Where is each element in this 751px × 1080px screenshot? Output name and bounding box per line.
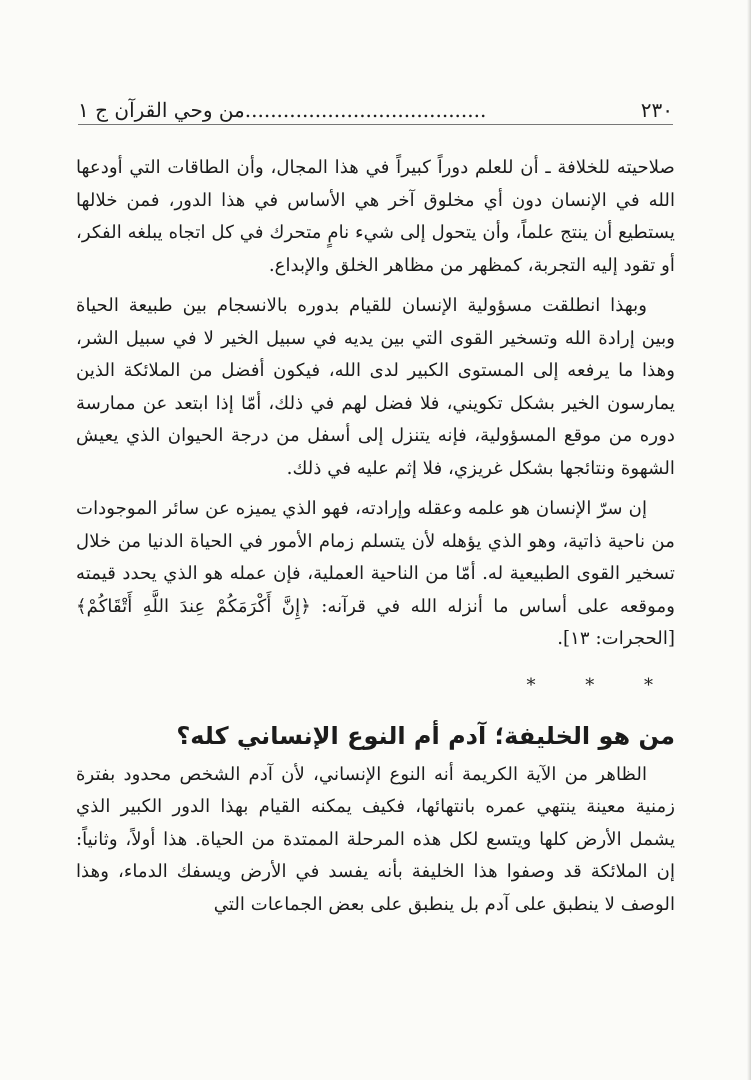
page-edge-shadow <box>747 0 751 1080</box>
page-number: ٢٣٠ <box>640 98 673 122</box>
paragraph-1: صلاحيته للخلافة ـ أن للعلم دوراً كبيراً في هذا المجال، وأن الطاقات التي أودعها الله في الإنسان دون أي مخلوق آخر هي الأساس في هذا الدور، فمن خلالها يستطيع أن ينتج علماً، وأن يتحول إلى شيء نامٍ متحرك في كل اتجاه يبلغه الفكر، أو تقود إليه التجربة، كمظهر من مظاهر الخلق والإبداع. <box>76 157 675 276</box>
paragraph-3-text: إن سرّ الإنسان هو علمه وعقله وإرادته، فهو الذي يميزه عن سائر الموجودات من ناحية ذاتية، وهو الذي يؤهله لأن يتسلم زمام الأمور في الحياة الدنيا من خلال تسخير القوى الطبيعية له. أمّا من الناحية العملية، فإن عمله هو الذي يحدد قيمته وموقعه على أساس ما أنزله الله في قرآنه: ﴿إِنَّ أَكْرَمَكُمْ عِندَ اللَّهِ أَتْقَاكُمْ﴾ <box>76 498 675 617</box>
header-dots: ...................................... <box>244 98 487 122</box>
section-heading: من هو الخليفة؛ آدم أم النوع الإنساني كله؟ <box>176 722 675 750</box>
running-title <box>78 100 486 120</box>
paragraph-2: وبهذا انطلقت مسؤولية الإنسان للقيام بدوره بالانسجام بين طبيعة الحياة وبين إرادة الله وتسخير القوى التي بين يديه في سبيل الخير لا في سبيل الشر، وهذا ما يرفعه إلى المستوى الكبير لدى الله، فيكون أفضل من الملائكة الذين يمارسون الخير بشكل تكويني، فلا فضل لهم في ذلك، أمّا إذا ابتعد عن ممارسة دوره من موقع المسؤولية، فإنه يتنزل إلى أسفل من درجة الحيوان الذي يعيش الشهوة ونتائجها بشكل غريزي، فلا إثم عليه في ذلك. <box>76 295 675 479</box>
section-separator: * * * <box>526 674 675 696</box>
main-text <box>76 152 675 929</box>
paragraph-3 <box>76 493 675 656</box>
section-paragraph: الظاهر من الآية الكريمة أنه النوع الإنساني، لأن آدم الشخص محدود بفترة زمنية معينة ينتهي عمره بانتهائها، فكيف يمكنه القيام بهذا الدور الكبير الذي يشمل الأرض كلها ويتسع لكل هذه المرحلة الممتدة من الحياة. هذا أولاً، وثانياً: إن الملائكة قد وصفوا هذا الخليفة بأنه يفسد في الأرض ويسفك الدماء، وهذا الوصف لا ينطبق على آدم بل ينطبق على بعض الجماعات التي <box>76 763 675 915</box>
book-title: من وحي القرآن ج ١ <box>78 98 245 122</box>
running-header <box>78 86 673 120</box>
header-rule <box>78 124 673 125</box>
quran-citation: [الحجرات: ١٣]. <box>557 628 675 649</box>
